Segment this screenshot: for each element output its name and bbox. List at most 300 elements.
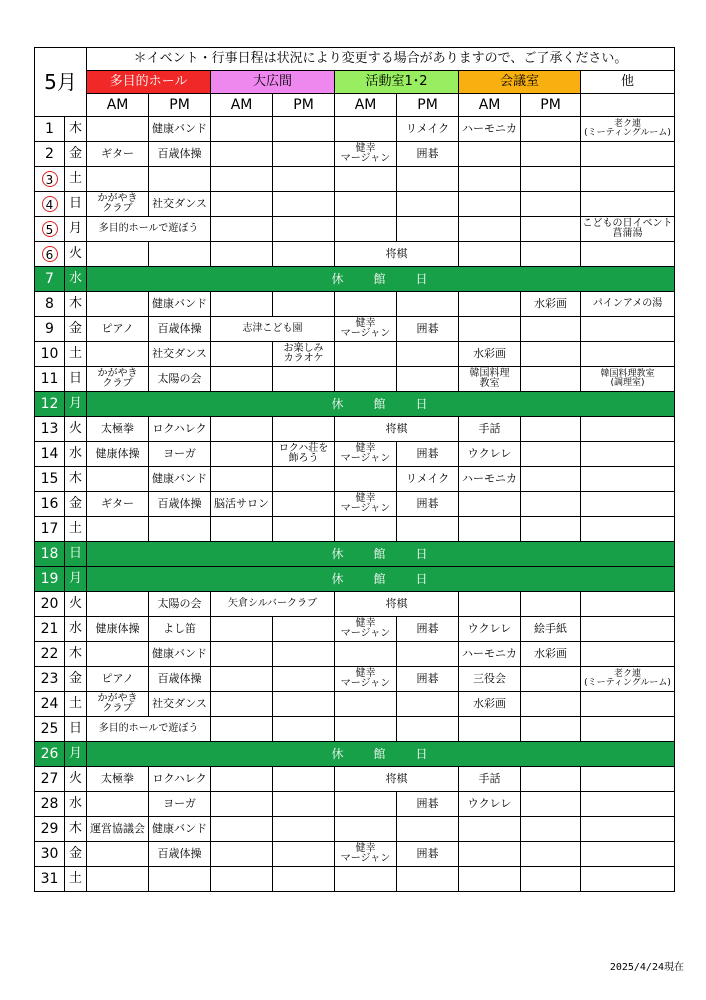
event-cell xyxy=(335,692,397,717)
event-cell xyxy=(273,817,335,842)
event-cell xyxy=(211,692,273,717)
holiday-circle: 6 xyxy=(42,246,58,262)
closed-day-row xyxy=(35,267,675,292)
event-cell: ハーモニカ xyxy=(459,117,521,142)
event-cell: 囲碁 xyxy=(397,792,459,817)
event-cell xyxy=(581,167,675,192)
event-cell: 手話 xyxy=(459,767,521,792)
event-cell xyxy=(459,167,521,192)
event-cell: ロクハ荘を 飾ろう xyxy=(273,442,335,467)
hall-header: 活動室1･2 xyxy=(335,71,459,94)
notice-row xyxy=(35,48,675,71)
event-cell: ヨーガ xyxy=(149,792,211,817)
day-row xyxy=(35,417,675,442)
ampm-header: AM xyxy=(335,94,397,117)
event-cell xyxy=(581,842,675,867)
schedule-table xyxy=(34,47,675,892)
event-cell xyxy=(273,767,335,792)
event-cell xyxy=(521,517,581,542)
event-cell xyxy=(273,617,335,642)
event-cell: 健幸 マージャン xyxy=(335,667,397,692)
ampm-header-row xyxy=(35,94,675,117)
event-cell: お楽しみ カラオケ xyxy=(273,342,335,367)
event-cell xyxy=(87,342,149,367)
weekday: 木 xyxy=(65,467,87,492)
event-cell xyxy=(149,517,211,542)
closed-label: 休 館 日 xyxy=(87,742,675,767)
event-cell xyxy=(459,292,521,317)
ampm-header-blank xyxy=(581,94,675,117)
event-cell xyxy=(211,342,273,367)
weekday: 火 xyxy=(65,242,87,267)
event-cell xyxy=(211,367,273,392)
event-cell xyxy=(87,467,149,492)
event-cell: パインアメの湯 xyxy=(581,292,675,317)
event-cell xyxy=(397,517,459,542)
weekday: 金 xyxy=(65,842,87,867)
event-cell xyxy=(397,367,459,392)
event-cell xyxy=(521,592,581,617)
day-number: 26 xyxy=(35,742,65,767)
day-row xyxy=(35,517,675,542)
weekday: 木 xyxy=(65,117,87,142)
event-cell xyxy=(459,217,521,242)
day-number: 7 xyxy=(35,267,65,292)
day-row xyxy=(35,167,675,192)
event-cell: 囲碁 xyxy=(397,492,459,517)
day-row xyxy=(35,792,675,817)
event-cell xyxy=(335,167,397,192)
event-cell xyxy=(521,242,581,267)
event-cell: ヨーガ xyxy=(149,442,211,467)
closed-label: 休 館 日 xyxy=(87,567,675,592)
event-cell: 韓国料理 教室 xyxy=(459,367,521,392)
event-cell xyxy=(521,217,581,242)
day-number: 27 xyxy=(35,767,65,792)
event-cell: 囲碁 xyxy=(397,617,459,642)
event-cell: 囲碁 xyxy=(397,442,459,467)
day-number: 20 xyxy=(35,592,65,617)
event-cell xyxy=(459,867,521,892)
day-row xyxy=(35,192,675,217)
day-row xyxy=(35,217,675,242)
event-cell xyxy=(273,167,335,192)
weekday: 日 xyxy=(65,717,87,742)
event-cell xyxy=(521,867,581,892)
event-cell: 囲碁 xyxy=(397,317,459,342)
event-cell: 水彩画 xyxy=(521,642,581,667)
event-cell: 太極拳 xyxy=(87,417,149,442)
weekday: 木 xyxy=(65,642,87,667)
day-number: 19 xyxy=(35,567,65,592)
event-cell xyxy=(335,517,397,542)
event-cell: 百歳体操 xyxy=(149,142,211,167)
event-cell xyxy=(211,642,273,667)
event-cell xyxy=(273,217,335,242)
day-number: 1 xyxy=(35,117,65,142)
event-cell: ロクハレク xyxy=(149,417,211,442)
event-cell xyxy=(521,142,581,167)
day-number: 2 xyxy=(35,142,65,167)
hall-header: 多目的ホール xyxy=(87,71,211,94)
event-cell: 囲碁 xyxy=(397,667,459,692)
month-label: 5月 xyxy=(35,48,87,117)
weekday: 日 xyxy=(65,192,87,217)
event-cell xyxy=(521,767,581,792)
event-cell xyxy=(581,417,675,442)
ampm-header: PM xyxy=(521,94,581,117)
event-cell xyxy=(335,367,397,392)
closed-day-row xyxy=(35,392,675,417)
event-cell xyxy=(459,717,521,742)
event-cell xyxy=(397,292,459,317)
event-cell xyxy=(581,142,675,167)
day-number xyxy=(35,242,65,267)
event-cell xyxy=(87,167,149,192)
event-cell xyxy=(87,642,149,667)
event-cell: 囲碁 xyxy=(397,142,459,167)
day-row xyxy=(35,842,675,867)
event-cell: 運営協議会 xyxy=(87,817,149,842)
event-cell: ギター xyxy=(87,142,149,167)
event-cell xyxy=(581,617,675,642)
day-row xyxy=(35,717,675,742)
event-cell xyxy=(459,492,521,517)
event-cell xyxy=(581,792,675,817)
event-cell xyxy=(87,842,149,867)
event-cell xyxy=(273,192,335,217)
day-number: 14 xyxy=(35,442,65,467)
weekday: 火 xyxy=(65,417,87,442)
weekday: 土 xyxy=(65,517,87,542)
event-cell xyxy=(211,667,273,692)
event-cell xyxy=(87,592,149,617)
event-cell xyxy=(335,717,397,742)
event-cell xyxy=(397,642,459,667)
event-cell xyxy=(521,667,581,692)
event-cell xyxy=(335,117,397,142)
event-cell: 健康バンド xyxy=(149,292,211,317)
closed-day-row xyxy=(35,567,675,592)
day-number: 30 xyxy=(35,842,65,867)
event-cell xyxy=(273,692,335,717)
ampm-header: PM xyxy=(397,94,459,117)
event-cell xyxy=(87,292,149,317)
day-row xyxy=(35,292,675,317)
event-cell: 多目的ホールで遊ぼう xyxy=(87,717,211,742)
event-cell xyxy=(335,217,397,242)
event-cell xyxy=(521,717,581,742)
event-cell xyxy=(211,142,273,167)
event-cell xyxy=(211,167,273,192)
weekday: 火 xyxy=(65,592,87,617)
day-number: 29 xyxy=(35,817,65,842)
event-cell xyxy=(211,517,273,542)
event-cell xyxy=(273,142,335,167)
event-cell: 社交ダンス xyxy=(149,342,211,367)
event-cell xyxy=(211,617,273,642)
day-number xyxy=(35,217,65,242)
event-cell xyxy=(521,467,581,492)
day-number: 13 xyxy=(35,417,65,442)
event-cell xyxy=(335,817,397,842)
event-cell: 脳活サロン xyxy=(211,492,273,517)
weekday: 土 xyxy=(65,342,87,367)
event-cell xyxy=(397,817,459,842)
event-cell xyxy=(521,442,581,467)
ampm-header: AM xyxy=(459,94,521,117)
event-cell xyxy=(149,242,211,267)
weekday: 金 xyxy=(65,317,87,342)
day-row xyxy=(35,342,675,367)
event-cell xyxy=(581,717,675,742)
event-cell: 百歳体操 xyxy=(149,492,211,517)
holiday-circle: 4 xyxy=(42,196,58,212)
day-row xyxy=(35,442,675,467)
event-cell xyxy=(521,367,581,392)
ampm-header: PM xyxy=(273,94,335,117)
day-number: 25 xyxy=(35,717,65,742)
day-number: 11 xyxy=(35,367,65,392)
day-number: 21 xyxy=(35,617,65,642)
closed-label: 休 館 日 xyxy=(87,267,675,292)
weekday: 木 xyxy=(65,292,87,317)
event-cell xyxy=(87,117,149,142)
weekday: 金 xyxy=(65,492,87,517)
closed-day-row xyxy=(35,742,675,767)
event-cell: よし笛 xyxy=(149,617,211,642)
holiday-circle: 3 xyxy=(42,171,58,187)
weekday: 土 xyxy=(65,867,87,892)
event-cell xyxy=(273,242,335,267)
day-row xyxy=(35,867,675,892)
weekday: 土 xyxy=(65,692,87,717)
event-cell: こどもの日イベント 菖蒲湯 xyxy=(581,217,675,242)
day-row xyxy=(35,767,675,792)
weekday: 火 xyxy=(65,767,87,792)
event-cell: 多目的ホールで遊ぼう xyxy=(87,217,211,242)
event-cell: 水彩画 xyxy=(459,692,521,717)
event-cell xyxy=(211,717,273,742)
event-cell: 将棋 xyxy=(335,242,459,267)
event-cell xyxy=(211,217,273,242)
event-cell: 絵手紙 xyxy=(521,617,581,642)
event-cell xyxy=(581,517,675,542)
weekday: 金 xyxy=(65,667,87,692)
event-cell xyxy=(335,642,397,667)
day-number: 9 xyxy=(35,317,65,342)
event-cell: 健幸 マージャン xyxy=(335,492,397,517)
event-cell: かがやき クラブ xyxy=(87,192,149,217)
event-cell: 韓国料理教室 (調理室) xyxy=(581,367,675,392)
event-cell xyxy=(211,817,273,842)
event-cell xyxy=(581,467,675,492)
event-cell: 社交ダンス xyxy=(149,192,211,217)
event-cell xyxy=(211,842,273,867)
event-cell: 手話 xyxy=(459,417,521,442)
event-cell xyxy=(211,867,273,892)
day-number: 17 xyxy=(35,517,65,542)
event-cell: 社交ダンス xyxy=(149,692,211,717)
event-cell xyxy=(521,817,581,842)
day-row xyxy=(35,692,675,717)
event-cell xyxy=(335,292,397,317)
event-cell xyxy=(397,717,459,742)
event-cell xyxy=(87,867,149,892)
event-cell xyxy=(273,117,335,142)
event-cell xyxy=(581,867,675,892)
hall-header: 大広間 xyxy=(211,71,335,94)
event-cell xyxy=(521,342,581,367)
event-cell xyxy=(581,317,675,342)
event-cell xyxy=(335,342,397,367)
event-cell: 健康バンド xyxy=(149,817,211,842)
event-cell: 老ク連 (ミーティングルーム) xyxy=(581,667,675,692)
weekday: 水 xyxy=(65,792,87,817)
event-cell: 将棋 xyxy=(335,592,459,617)
event-cell xyxy=(581,642,675,667)
event-cell: 健康バンド xyxy=(149,642,211,667)
event-cell: 健康体操 xyxy=(87,442,149,467)
event-cell: 水彩画 xyxy=(521,292,581,317)
day-number: 16 xyxy=(35,492,65,517)
day-number: 22 xyxy=(35,642,65,667)
event-cell xyxy=(211,117,273,142)
event-cell: かがやき クラブ xyxy=(87,367,149,392)
event-cell: 老ク連 (ミーティングルーム) xyxy=(581,117,675,142)
event-cell xyxy=(273,367,335,392)
event-cell xyxy=(211,442,273,467)
day-row xyxy=(35,492,675,517)
event-cell xyxy=(273,467,335,492)
day-number: 15 xyxy=(35,467,65,492)
event-cell xyxy=(273,417,335,442)
event-cell xyxy=(335,792,397,817)
event-cell: リメイク xyxy=(397,117,459,142)
event-cell: 将棋 xyxy=(335,417,459,442)
event-cell: 矢倉シルバークラブ xyxy=(211,592,335,617)
event-cell: 健康バンド xyxy=(149,467,211,492)
event-cell xyxy=(581,692,675,717)
event-cell xyxy=(149,167,211,192)
event-cell: 水彩画 xyxy=(459,342,521,367)
weekday: 水 xyxy=(65,267,87,292)
notice-text: ＊イベント・行事日程は状況により変更する場合がありますので、ご了承ください。 xyxy=(87,48,675,71)
day-row xyxy=(35,467,675,492)
day-row xyxy=(35,242,675,267)
event-cell xyxy=(273,642,335,667)
event-cell xyxy=(273,867,335,892)
event-cell xyxy=(581,342,675,367)
event-cell xyxy=(459,842,521,867)
day-number xyxy=(35,192,65,217)
event-cell xyxy=(521,842,581,867)
event-cell xyxy=(581,242,675,267)
event-cell: ウクレレ xyxy=(459,792,521,817)
event-cell: ピアノ xyxy=(87,317,149,342)
event-cell: ハーモニカ xyxy=(459,642,521,667)
ampm-header: AM xyxy=(87,94,149,117)
event-cell xyxy=(459,517,521,542)
event-cell xyxy=(581,767,675,792)
weekday: 木 xyxy=(65,817,87,842)
weekday: 日 xyxy=(65,542,87,567)
event-cell xyxy=(211,467,273,492)
event-cell: 三役会 xyxy=(459,667,521,692)
ampm-header: PM xyxy=(149,94,211,117)
event-cell: 囲碁 xyxy=(397,842,459,867)
event-cell xyxy=(459,242,521,267)
event-cell xyxy=(273,292,335,317)
event-cell xyxy=(273,842,335,867)
event-cell xyxy=(459,192,521,217)
day-row xyxy=(35,667,675,692)
event-cell xyxy=(459,317,521,342)
event-cell xyxy=(211,767,273,792)
event-cell: 健幸 マージャン xyxy=(335,317,397,342)
day-number: 18 xyxy=(35,542,65,567)
event-cell xyxy=(459,592,521,617)
day-number: 23 xyxy=(35,667,65,692)
weekday: 月 xyxy=(65,742,87,767)
event-cell xyxy=(397,867,459,892)
event-cell xyxy=(273,517,335,542)
event-cell xyxy=(521,192,581,217)
day-row xyxy=(35,117,675,142)
event-cell xyxy=(581,442,675,467)
event-cell xyxy=(335,467,397,492)
event-cell xyxy=(397,342,459,367)
holiday-circle: 5 xyxy=(42,221,58,237)
event-cell xyxy=(149,867,211,892)
event-cell xyxy=(211,417,273,442)
event-cell: 健幸 マージャン xyxy=(335,142,397,167)
event-cell xyxy=(521,317,581,342)
weekday: 月 xyxy=(65,567,87,592)
event-cell: ロクハレク xyxy=(149,767,211,792)
event-cell: ハーモニカ xyxy=(459,467,521,492)
event-cell xyxy=(581,492,675,517)
weekday: 月 xyxy=(65,217,87,242)
event-cell xyxy=(521,117,581,142)
weekday: 水 xyxy=(65,617,87,642)
event-cell: 健幸 マージャン xyxy=(335,442,397,467)
event-cell xyxy=(397,692,459,717)
event-cell xyxy=(87,792,149,817)
event-cell xyxy=(521,167,581,192)
event-cell xyxy=(273,667,335,692)
day-number xyxy=(35,167,65,192)
event-cell xyxy=(335,192,397,217)
event-cell: ギター xyxy=(87,492,149,517)
day-row xyxy=(35,317,675,342)
event-cell xyxy=(459,142,521,167)
hall-header: 会議室 xyxy=(459,71,581,94)
weekday: 水 xyxy=(65,442,87,467)
event-cell xyxy=(87,517,149,542)
event-cell xyxy=(397,192,459,217)
event-cell: ピアノ xyxy=(87,667,149,692)
event-cell xyxy=(211,292,273,317)
day-row xyxy=(35,617,675,642)
event-cell: かがやき クラブ xyxy=(87,692,149,717)
event-cell xyxy=(521,417,581,442)
event-cell xyxy=(459,817,521,842)
event-cell: 健康体操 xyxy=(87,617,149,642)
day-number: 10 xyxy=(35,342,65,367)
schedule-body xyxy=(35,48,675,892)
event-cell xyxy=(521,692,581,717)
